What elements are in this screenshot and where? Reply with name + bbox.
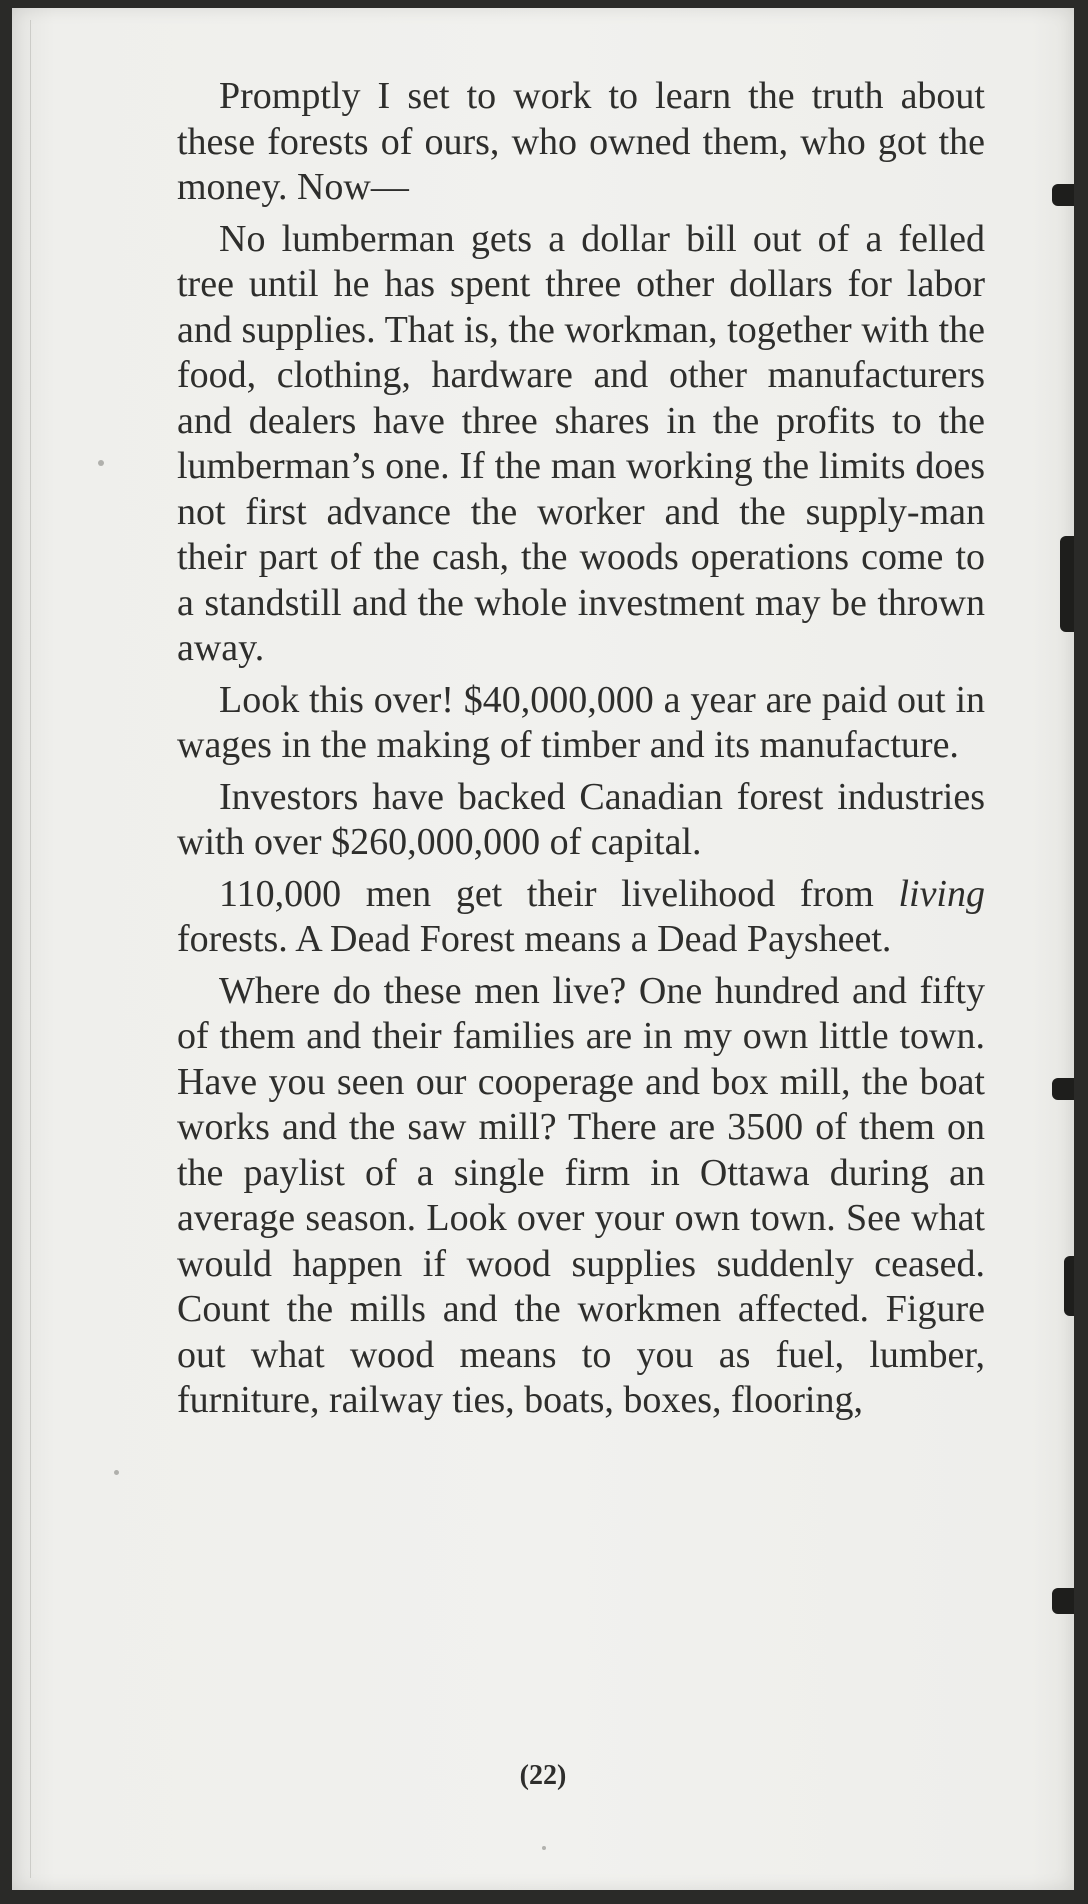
binding-hole-mark [1052,1588,1074,1614]
paragraph-5 [177,872,985,963]
paper-speck [114,1470,119,1475]
binding-hole-mark [1052,1078,1074,1100]
page-edge-line [30,20,31,1878]
paragraph-4: Investors have backed Canadian forest industries with over $260,000,000 of capital. [177,775,985,863]
paragraph-6: Where do these men live? One hundred and fifty of them and their families are in my own little town. Have you seen our cooperage and box mill, the boat works and the saw mill? There are 3500 of them on the paylist of a single firm in Ottawa during an average season. Look over your own town. See what would happen if wood supplies suddenly ceased. Count the mills and the workmen affected. Figure out what wood means to you as fuel, lumber, furniture, railway ties, boats, boxes, flooring, [177,969,985,1421]
paragraph-3: Look this over! $40,000,000 a year are paid out in wages in the making of timber and its manufacture. [177,678,985,766]
body-text [177,74,985,1430]
paper-speck [98,460,104,466]
binding-hole-mark [1052,184,1074,206]
binding-hole-mark [1064,1256,1074,1316]
paper-speck [542,1846,546,1850]
paragraph-5-lead: 110,000 men get their livelihood from [219,872,899,915]
paragraph-2: No lumberman gets a dollar bill out of a felled tree until he has spent three other dollars for labor and supplies. That is, the workman, together with the food, clothing, hardware and other manufacturers and dealers have three shares in the profits to the lumberman’s one. If the man working the limits does not first advance the worker and the supply-man their part of the cash, the woods operations come to a standstill and the whole investment may be thrown away. [177,217,985,669]
book-page [12,8,1074,1890]
paragraph-5-tail: forests. A Dead Forest means a Dead Paysheet. [177,918,892,960]
binding-hole-mark [1060,536,1074,632]
paragraph-5-emphasis: living [898,872,985,915]
paragraph-1: Promptly I set to work to learn the truth about these forests of ours, who owned them, who got the money. Now— [177,75,985,208]
page-number: (22) [519,1760,567,1791]
